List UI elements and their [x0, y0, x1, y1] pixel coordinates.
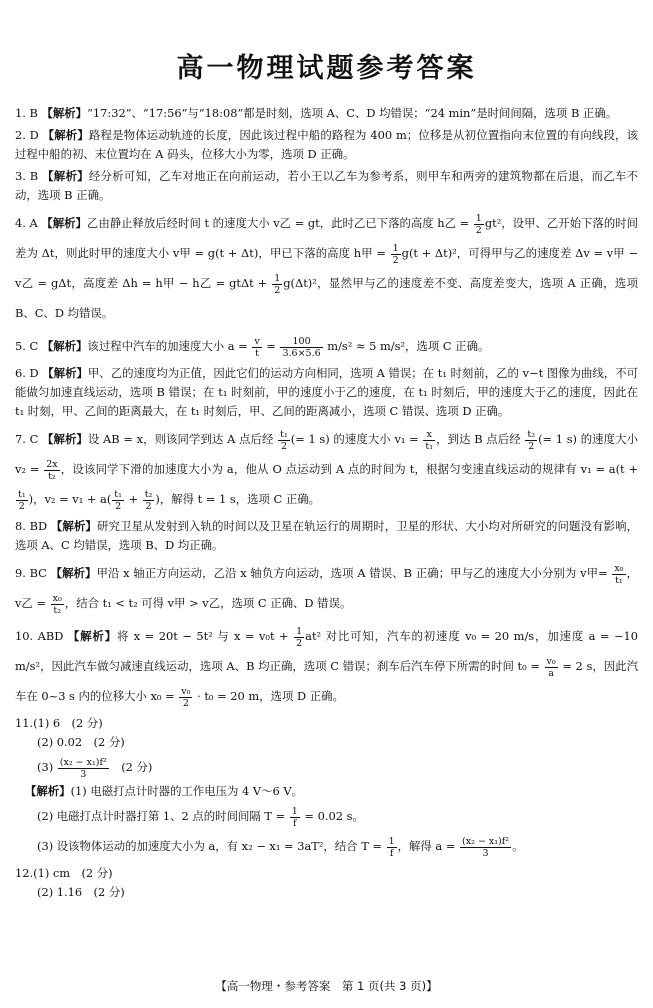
answer-text: g(Δt)²，显然甲与乙的速度差不变、高度差变大， [283, 276, 541, 290]
fraction-numerator: t₂ [527, 428, 536, 440]
fraction-half [294, 626, 304, 649]
analysis-tag: 【解析】 [42, 366, 88, 380]
fraction-denominator: a [548, 667, 554, 679]
answer-1 [15, 104, 638, 123]
fraction-denominator: 2 [182, 697, 189, 709]
fraction [51, 593, 64, 616]
answer-11-line [15, 801, 638, 831]
answer-text: (3) [37, 760, 57, 774]
fraction-numerator: 1 [388, 835, 395, 847]
fraction [280, 336, 322, 359]
analysis-tag: 【解析】 [42, 432, 88, 446]
question-number: 10. ABD [15, 629, 64, 643]
fraction [179, 686, 192, 709]
question-number: 6. D [15, 366, 39, 380]
page-footer: 【高一物理・参考答案 第 1 页(共 3 页)】 [215, 979, 438, 993]
fraction-denominator: f [293, 817, 297, 829]
fraction [143, 489, 155, 512]
answer-text: = 2 s，因 [558, 659, 616, 673]
fraction [16, 489, 28, 512]
question-number: 5. C [15, 339, 39, 353]
fraction [44, 459, 59, 482]
fraction-denominator: 3 [80, 768, 87, 780]
answer-text: (3) 设该物体运动的加速度大小为 a，有 x₂ − x₁ = 3aT²，结合 T = [37, 839, 386, 853]
question-number: 8. BD [15, 519, 48, 533]
answer-text: 此汽车在 0~3 s 内的位移大小 x₀ = [15, 659, 638, 703]
answer-text: 该过程中汽车的加速度大小 a = [87, 339, 252, 353]
fraction-denominator: t₂ [53, 604, 62, 616]
answer-text: at² 对比可知，汽车的初速度 v₀ = 20 m/s，加速度 a = −10 m/s²， [15, 629, 638, 673]
answer-text: (2) 0.02 (2 分) [37, 735, 125, 749]
fraction-denominator: 2 [475, 224, 482, 236]
fraction [387, 836, 397, 859]
fraction-denominator: f [389, 847, 394, 859]
fraction-numerator: 1 [475, 212, 482, 224]
answer-text: 大小 v₂ = [15, 432, 638, 476]
answer-5 [15, 331, 638, 361]
answer-10 [15, 621, 638, 711]
analysis-tag: 【解析】 [41, 216, 87, 230]
answer-text: ，解得 a = [397, 839, 459, 853]
answer-text: (= 1 s) 的速度 [538, 432, 616, 446]
fraction-numerator: 100 [280, 336, 322, 348]
fraction-half [391, 243, 401, 266]
answer-text: )，解得 t = 1 s，选项 C 正确。 [155, 492, 320, 506]
fraction-half [272, 273, 282, 296]
fraction-numerator: v₀ [181, 685, 191, 697]
fraction [545, 656, 558, 679]
answer-text: )，v₂ = v₁ + a( [28, 492, 112, 506]
answer-text: 将 x = 20t − 5t² 与 x = v₀t + [116, 629, 294, 643]
answer-4 [15, 208, 638, 328]
fraction-denominator: 2 [274, 284, 281, 296]
answer-text: (= 1 s) 的速度大小 v₁ = [290, 432, 423, 446]
fraction-denominator: 2 [392, 254, 399, 266]
fraction-numerator: 1 [291, 805, 298, 817]
question-number: 3. B [15, 169, 39, 183]
analysis-tag: 【解析】 [25, 784, 71, 798]
question-number: 7. C [15, 432, 39, 446]
answer-text: = 0.02 s。 [300, 809, 364, 823]
fraction-numerator: 2x [46, 458, 58, 470]
answer-text: ，结合 t₁ < t₂ 可得 v甲 > v乙，选项 C 正确、D 错误。 [64, 596, 352, 610]
answer-text: 乙由静止释放后经时间 t 的速度大小 v乙 = gt，此时乙已下落的高度 h乙 = [86, 216, 473, 230]
answer-text: 经分析可知，乙车对地正在向前运动，若小王以乙车为参考系，则甲车和两旁的建筑物都在后退，而乙车不动，选项 B 正确。 [15, 169, 638, 202]
answer-11-line [15, 782, 638, 801]
answer-text: + [124, 492, 142, 506]
fraction [278, 429, 290, 452]
answer-text: ，设该同学下滑的加速度大小为 a，他从 O 点运动到 A 点的时间为 t，根据匀变速直线运动的规 [60, 462, 554, 476]
answer-text: gt²，设甲、乙开始下 [484, 216, 593, 230]
answer-text: 落的时间差为 Δt，则此时甲的速度大小 v甲 = g(t + Δt)，甲已下落的高度 h甲 = [15, 216, 638, 260]
answer-text: 甲沿 x 轴正方向运动，乙沿 x 轴负方向运动，选项 A 错误、B 正确；甲与乙的速度大小分别为 v甲 [96, 566, 599, 580]
fraction-numerator: v [254, 335, 260, 347]
question-number: 2. D [15, 128, 39, 142]
fraction-numerator: v₀ [546, 655, 556, 667]
fraction [612, 563, 625, 586]
answer-text: (2) 电磁打点计时器打第 1、2 点的时间间隔 T = [37, 809, 289, 823]
answer-9 [15, 558, 638, 618]
answer-11-line [15, 831, 638, 861]
fraction-denominator: 3.6×5.6 [282, 347, 321, 359]
answer-text: 。 [512, 839, 524, 853]
answer-text: 研究卫星从发射到入轨的时间以及卫星在轨运行的周期时，卫星的形状、大小均对所研究的问题没有影响，选项 A、C 均错误，选项 B、D 均正确。 [15, 519, 638, 552]
fraction-denominator: 2 [115, 500, 122, 512]
answer-text: “17:32”、“17:56”与“18:08”都是时刻，选项 A、C、D 均错误；“24 min”是时间间隔，选项 B 正确。 [87, 106, 618, 120]
answer-text: 设 AB = x，则该同学到达 A 点后经 [87, 432, 278, 446]
answer-11 [15, 714, 638, 861]
question-number: 9. BC [15, 566, 47, 580]
answer-text: ，v乙 = [15, 566, 638, 610]
answer-text: (1) 6 (2 分) [33, 716, 103, 730]
analysis-tag: 【解析】 [41, 106, 88, 120]
fraction-denominator: 2 [280, 440, 287, 452]
answer-text: ，到达 B 点后经 [436, 432, 525, 446]
fraction-denominator: 2 [528, 440, 535, 452]
fraction-denominator: t₁ [425, 440, 434, 452]
page-title: 高一物理试题参考答案 [176, 53, 477, 84]
fraction-numerator: 1 [296, 625, 303, 637]
fraction [525, 429, 537, 452]
answer-text: (1) cm (2 分) [33, 866, 113, 880]
question-number: 1. B [15, 106, 38, 120]
fraction-numerator: t₁ [114, 488, 122, 500]
answer-text: 甲、乙的速度均为正值，因此它们的运动方向相同，选项 A 错误；在 t₁ 时刻前，乙的 v−t 图像为曲线，不可能做匀加速直线运动，选项 B 错误；在 t₁ 时刻前，甲的速度小于乙的速度，在 t₁ 时刻后，甲的速度大于乙的速度，因此在 t₁ 时刻，甲、乙间的距离最大，在 t₁ 时刻后，甲、乙间的距离减小，选项 C 错误、选项 D 正确。 [15, 366, 638, 418]
analysis-tag: 【解析】 [42, 128, 89, 142]
fraction-numerator: t₁ [18, 488, 26, 500]
analysis-tag: 【解析】 [50, 566, 97, 580]
fraction-denominator: 2 [145, 500, 152, 512]
answer-12-line [15, 864, 638, 883]
answer-text: (1) 电磁打点计时器的工作电压为 4 V～6 V。 [70, 784, 304, 798]
fraction-numerator: (x₂ − x₁)f² [462, 835, 510, 847]
answer-7 [15, 424, 638, 514]
answer-8 [15, 517, 638, 555]
answer-text: (2) 1.16 (2 分) [37, 885, 125, 899]
fraction-numerator: t₂ [144, 488, 153, 500]
fraction-numerator: x₀ [52, 592, 62, 604]
question-number: 4. A [15, 216, 38, 230]
fraction [58, 757, 109, 780]
answer-3 [15, 167, 638, 205]
answer-11-line [15, 733, 638, 752]
fraction-half [474, 213, 484, 236]
analysis-tag: 【解析】 [41, 339, 88, 353]
fraction-denominator: t [255, 347, 259, 359]
answer-text: 因此汽车做匀减速直线运动，选项 A、B 均正确，选项 C 错误；刹车后汽车停下所需的时间 t₀ = [51, 659, 544, 673]
answer-2 [15, 126, 638, 164]
answer-list [15, 104, 638, 905]
question-number: 12. [15, 866, 34, 880]
answer-text: 路程是物体运动轨迹的长度，因此该过程中船的路程为 400 m；位移是从初位置指向末位置的有向线段，该过程中船的初、末位置均在 A 码头，位移大小为零，选项 D 正确。 [15, 128, 639, 161]
answer-text: = [598, 566, 612, 580]
fraction [252, 336, 261, 359]
answer-12-line [15, 883, 638, 902]
fraction-denominator: 2 [296, 637, 303, 649]
answer-11-line [15, 752, 638, 782]
answer-text: 选项 A 正确，选项 B、C、D 均错误。 [15, 276, 638, 320]
answer-text: (2 分) [109, 760, 153, 774]
fraction [460, 836, 511, 859]
answer-text: = [262, 339, 280, 353]
fraction-numerator: x₀ [614, 562, 624, 574]
fraction-numerator: 1 [274, 272, 281, 284]
fraction-numerator: (x₂ − x₁)f² [59, 756, 107, 768]
answer-11-line [15, 714, 638, 733]
answer-12 [15, 864, 638, 902]
fraction-denominator: 3 [482, 847, 489, 859]
fraction-numerator: t₁ [280, 428, 288, 440]
analysis-tag: 【解析】 [67, 629, 117, 643]
fraction-numerator: 1 [392, 242, 399, 254]
answer-text: 律有 v₁ = a(t + [553, 462, 638, 476]
answer-text: g(t + Δt)²，可得甲与乙的速 [401, 246, 549, 260]
analysis-tag: 【解析】 [50, 519, 97, 533]
fraction [423, 429, 435, 452]
fraction-denominator: t₁ [615, 574, 623, 586]
answer-text: m/s² ≈ 5 m/s²，选项 C 正确。 [323, 339, 490, 353]
fraction-denominator: t₂ [48, 470, 56, 482]
answer-text: 度差 Δv = v甲 − v乙 = gΔt，高度差 Δh = h甲 − h乙 = gtΔt + [15, 246, 638, 290]
fraction-numerator: x [423, 429, 435, 441]
answer-6 [15, 364, 638, 421]
fraction [112, 489, 124, 512]
analysis-tag: 【解析】 [42, 169, 89, 183]
question-number: 11. [15, 716, 34, 730]
fraction-denominator: 2 [18, 500, 25, 512]
answer-text: · t₀ = 20 m，选项 D 正确。 [193, 689, 344, 703]
fraction [290, 806, 300, 829]
